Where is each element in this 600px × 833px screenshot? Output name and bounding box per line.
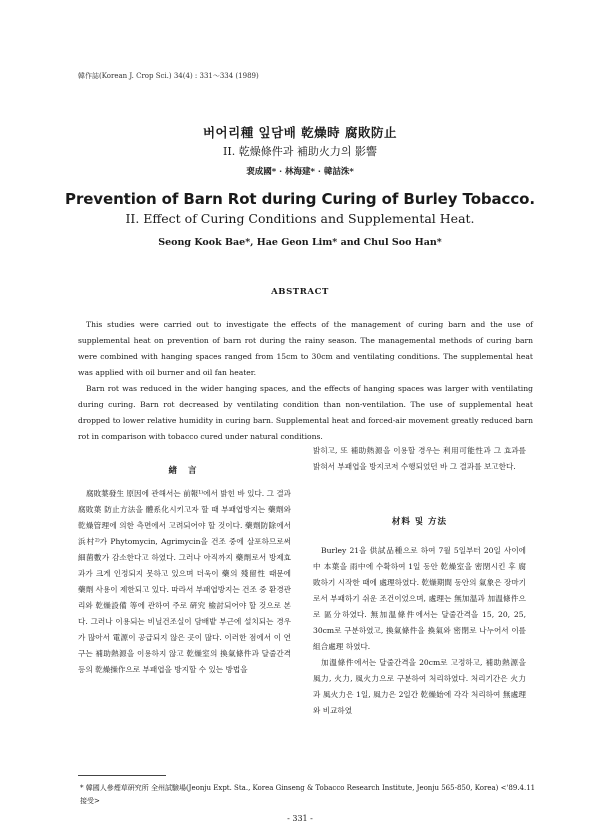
methods-paragraph: Burley 21을 供試品種으로 하여 7월 5일부터 20일 사이에 中 本葉을 雨中에 수확하여 1일 동안 乾燥室을 密閉시킨 후 腐敗하기 시작한 때에 處理하였다. 乾燥期間 동안의 氣象은 장마기로서 부패하기 쉬운 조건이었으며, 處理는 無加温과 加温條件으로 區分하였다. 無加温條件에서는 달줄간격을 15, 20, 25, 30cm로 구분하였고, 換氣條件을 換氣와 密閉로 나누어서 이를 組合處理 하였다. (313, 546, 526, 651)
introduction-continuation: 밝히고, 또 補助熱源을 이용할 경우는 利用可能性과 그 효과를 밝혀서 부패엽을 방지코저 수행되었던 바 그 결과를 보고한다. (313, 446, 526, 471)
abstract-body (78, 317, 533, 445)
english-authors: Seong Kook Bae*, Hae Geon Lim* and Chul Soo Han* (158, 237, 442, 248)
left-column (78, 486, 291, 678)
right-column-top (313, 443, 526, 475)
methods-body (313, 543, 526, 719)
korean-authors: 裵成國* · 林海建* · 韓詰洙* (246, 167, 354, 177)
abstract-heading: ABSTRACT (271, 287, 329, 297)
abstract-paragraph: This studies were carried out to investigate the effects of the management of curing barn and the use of supplemental heat on prevention of barn rot during the rainy season. The managemental methods of curing barn were combined with hanging spaces ranged from 15cm to 30cm and ventilating conditions. The supplemental heat was applied with oil burner and oil fan heater. (78, 320, 533, 377)
footnote-divider (78, 775, 166, 776)
english-title: Prevention of Barn Rot during Curing of Burley Tobacco. (65, 190, 535, 208)
korean-title: 버어리種 잎담배 乾燥時 腐敗防止 (202, 125, 397, 140)
introduction-heading: 緖 言 (168, 466, 201, 476)
methods-heading: 材料 및 方法 (391, 517, 448, 527)
methods-paragraph: 加溫條件에서는 달줄간격을 20cm로 고정하고, 補助熱源을 風力, 火力, 風火力으로 구분하여 처리하였다. 처리기간은 火力과 風火力은 1일, 風力은 2일간 乾燥始에 각각 처리하여 無處理와 비교하였 (313, 658, 526, 715)
page-number: - 331 - (287, 814, 313, 823)
abstract-paragraph: Barn rot was reduced in the wider hanging spaces, and the effects of hanging spaces was larger with ventilating during curing. Barn rot decreased by ventilating condition than non-ventilation. The use of supplemental heat dropped to lower relative humidity in curing barn. Supplemental heat and forced-air movement greatly reduced barn rot in comparison with tobacco cured under natural conditions. (78, 384, 533, 441)
footnote: * 韓國人參煙草硏究所 全州試驗場(Jeonju Expt. Sta., Korea Ginseng & Tobacco Research Institute, Jeonju 565-850, Korea) <'89.4.11 接受> (80, 784, 536, 805)
english-subtitle: II. Effect of Curing Conditions and Supplemental Heat. (125, 211, 475, 226)
introduction-paragraph: 腐敗葉發生 原因에 관해서는 前報¹⁾에서 밝힌 바 있다. 그 결과 腐敗葉 防止方法을 體系化시키고자 할 때 부패엽방지는 藥劑와 乾燥管理에 의한 측면에서 고려되어야 할 것이다. 藥劑防除에서 浜村²⁾가 Phytomycin, Agrimycin을 건조 중에 살포하므로써 細菌數가 감소한다고 하였다. 그러나 아직까지 藥劑로서 방제효과가 크게 인정되지 못하고 있으며 더욱이 藥의 殘留性 때문에 藥劑 사용이 제한되고 있다. 따라서 부패엽방지는 건조 중 환경관리와 乾燥設備 等에 관하여 주로 硏究 檢討되어야 할 것으로 본다. 그러나 이용되는 비닐건조실이 담배밭 부근에 설치되는 경우가 많아서 電源이 공급되지 않은 곳이 많다. 이러한 점에서 이 연구는 補助熱源을 이용하지 않고 乾燥室의 換氣條件과 달줄간격 등의 乾燥操作으로 부패엽을 방지할 수 있는 방법을 (78, 489, 292, 674)
korean-subtitle: II. 乾燥條件과 補助火力의 影響 (223, 145, 377, 158)
journal-reference: 韓作誌(Korean J. Crop Sci.) 34(4) : 331～334 (1989) (78, 72, 259, 80)
